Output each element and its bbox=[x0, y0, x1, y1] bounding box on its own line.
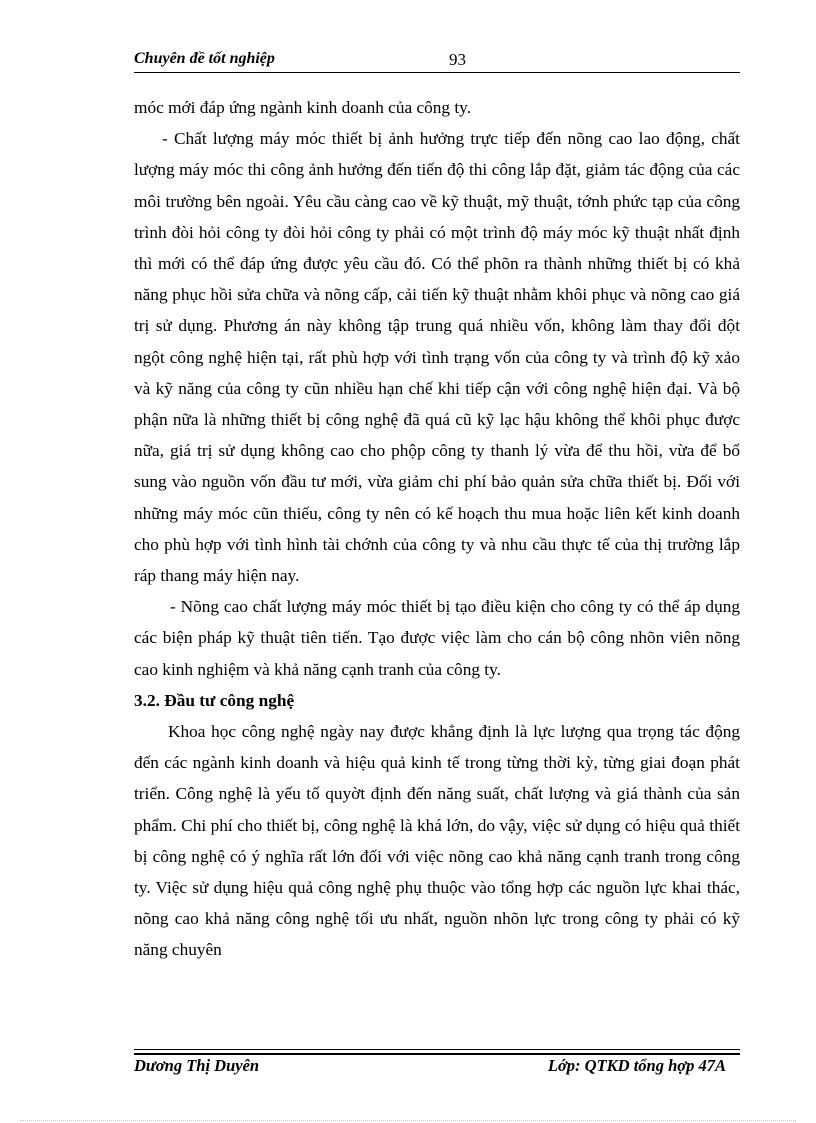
page-header bbox=[134, 50, 740, 70]
paragraph-continuation: móc mới đáp ứng ngành kinh doanh của công ty. bbox=[134, 98, 472, 117]
footer-rule-thin bbox=[134, 1049, 740, 1050]
footer-author: Dương Thị Duyên bbox=[134, 1056, 260, 1075]
paragraph-technology-investment: Khoa học công nghệ ngày nay được khẳng định là lực lượng qua trọng tác động đến các ngành kinh doanh và hiệu quả kinh tế trong từng thời kỳ, từng giai đoạn phát triển. Công nghệ là yếu tố quyờt định đến năng suất, chất lượng và giá thành của sản phẩm. Chi phí cho thiết bị, công nghệ là khá lớn, do vậy, việc sử dụng có hiệu quả thiết bị công nghệ có ý nghĩa rất lớn đối với việc nõng cao khả năng cạnh tranh trong công ty. Việc sử dụng hiệu quả công nghệ phụ thuộc vào tổng hợp các nguồn lực khai thác, nõng cao khả năng công nghệ tối ưu nhất, nguồn nhõn lực trong công ty phải có kỹ năng chuyên bbox=[134, 722, 740, 960]
header-title: Chuyên đề tốt nghiệp bbox=[134, 50, 275, 67]
page-number: 93 bbox=[449, 50, 466, 69]
footer-class: Lớp: QTKD tổng hợp 47A bbox=[547, 1056, 726, 1075]
footer-rule-thick bbox=[134, 1053, 740, 1055]
page-footer bbox=[134, 1056, 740, 1078]
page-boundary bbox=[20, 1120, 796, 1121]
section-heading: 3.2. Đầu tư công nghệ bbox=[134, 690, 295, 710]
paragraph-equipment-quality: - Chất lượng máy móc thiết bị ảnh hưởng trực tiếp đến nõng cao lao động, chất lượng máy móc thi công ảnh hưởng đến tiến độ thi công lắp đặt, giảm tác động của các môi trường bên ngoài. Yêu cầu càng cao về kỹ thuật, mỹ thuật, tớnh phức tạp của công trình đòi hỏi công ty đòi hỏi công ty phải có một trình độ máy móc kỹ thuật nhất định thì mới có thể đáp ứng được yêu cầu đó. Có thể phõn ra thành những thiết bị có khả năng phục hồi sửa chữa và nõng cấp, cải tiến kỹ thuật nhằm khôi phục và nõng cao giá trị sử dụng. Phương án này không tập trung quá nhiều vốn, không làm thay đổi đột ngột công nghệ hiện tại, rất phù hợp với tình trạng vốn của công ty và trình độ kỹ xảo và kỹ năng của công ty cũn nhiều hạn chế khi tiếp cận với công nghệ hiện đại. Và bộ phận nữa là những thiết bị công nghệ đã quá cũ kỹ lạc hậu không thể khôi phục được nữa, giá trị sử dụng không cao cho phộp công ty thanh lý vừa để thu hồi, vừa để bổ sung vào nguồn vốn đầu tư mới, vừa giảm chi phí bảo quản sửa chữa thiết bị. Đối với những máy móc cũn thiếu, công ty nên có kế hoạch thu mua hoặc liên kết kinh doanh cho phù hợp với tình hình tài chớnh của công ty và nhu cầu thực tế của thị trường lắp ráp thang máy hiện nay. bbox=[134, 129, 740, 586]
document-body bbox=[134, 92, 740, 966]
paragraph-equipment-benefit: - Nõng cao chất lượng máy móc thiết bị tạo điều kiện cho công ty có thể áp dụng các biện pháp kỹ thuật tiên tiến. Tạo được việc làm cho cán bộ công nhõn viên nõng cao kinh nghiệm và khả năng cạnh tranh của công ty. bbox=[134, 597, 740, 679]
header-rule bbox=[134, 72, 740, 73]
